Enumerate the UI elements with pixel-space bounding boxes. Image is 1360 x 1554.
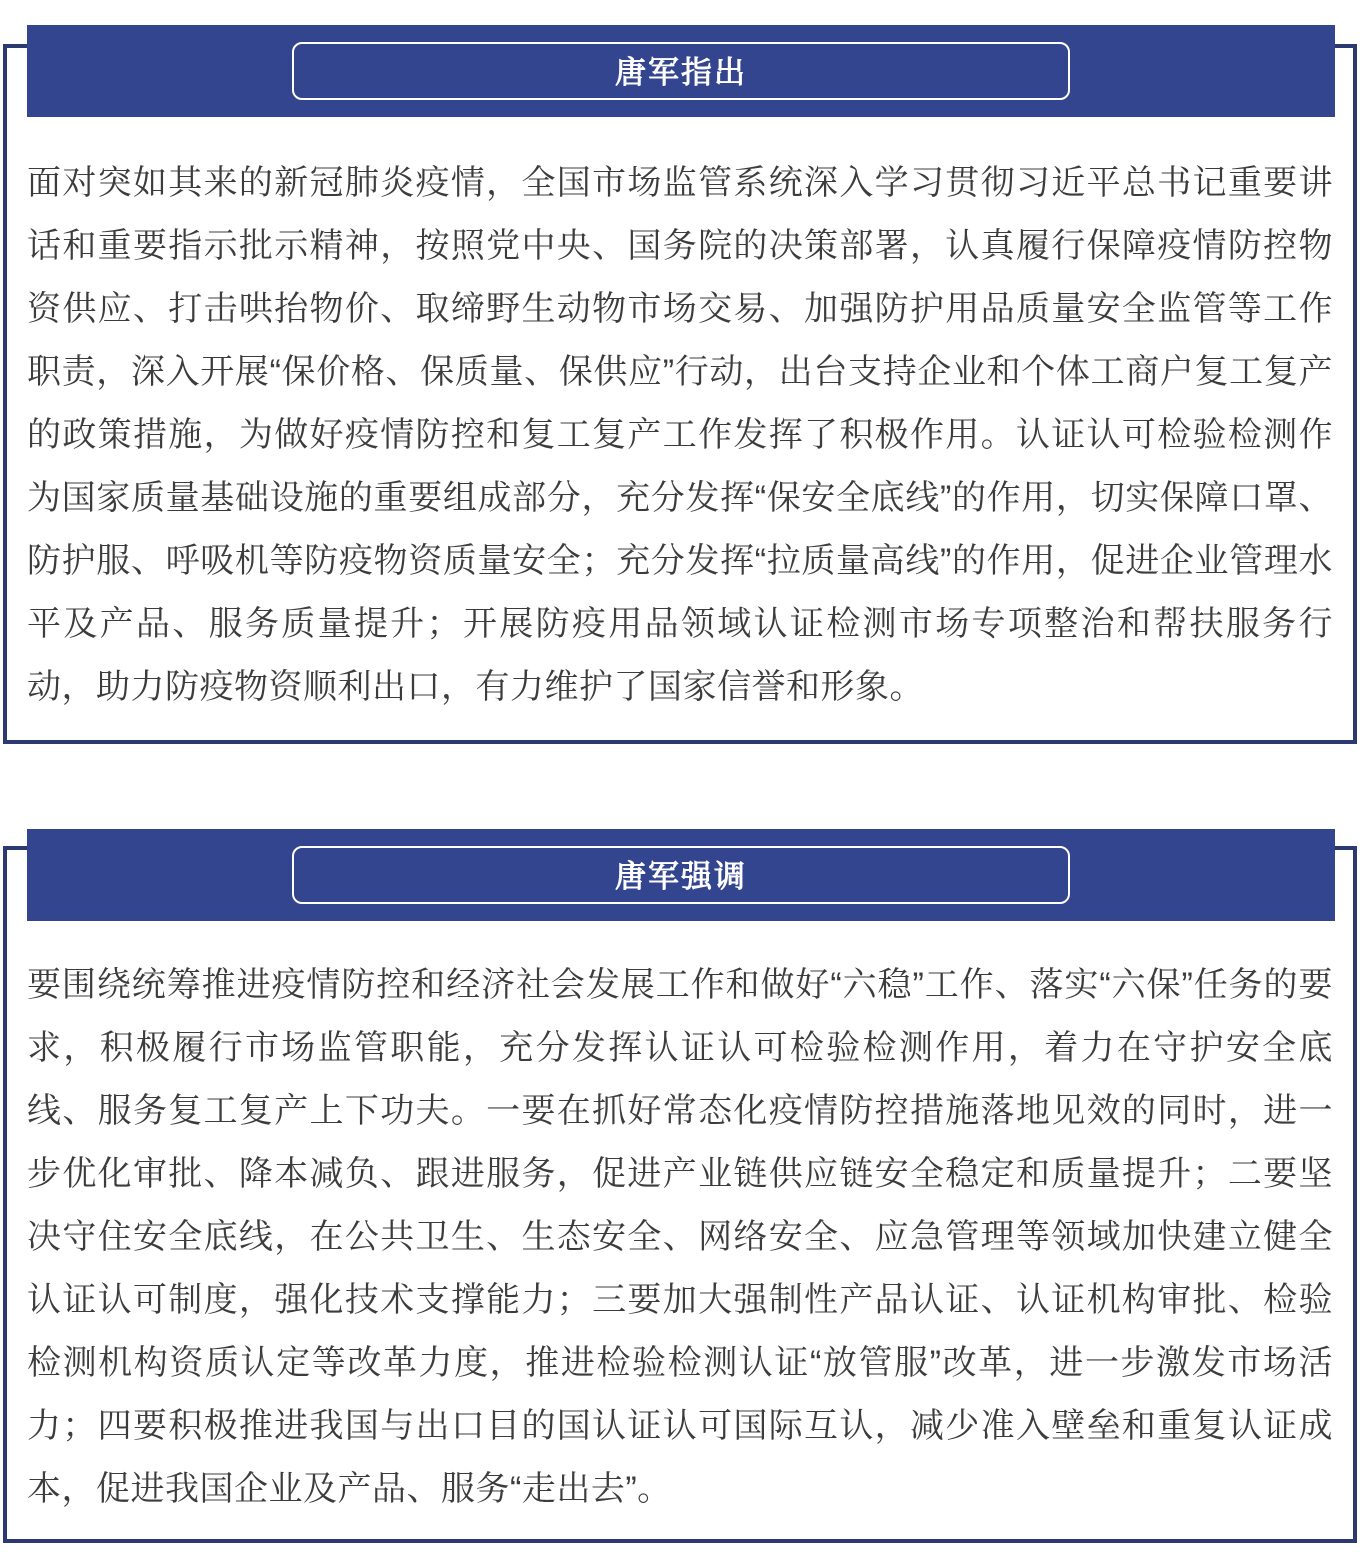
content-panel-tangjun-qiangdiao xyxy=(3,846,1357,1543)
section-title-badge xyxy=(292,846,1070,904)
paragraph-tangjun-zhichu: 面对突如其来的新冠肺炎疫情，全国市场监管系统深入学习贯彻习近平总书记重要讲话和重要指示批示精神，按照党中央、国务院的决策部署，认真履行保障疫情防控物资供应、打击哄抬物价、取缔野生动物市场交易、加强防护用品质量安全监管等工作职责，深入开展“保价格、保质量、保供应”行动，出台支持企业和个体工商户复工复产的政策措施，为做好疫情防控和复工复产工作发挥了积极作用。认证认可检验检测作为国家质量基础设施的重要组成部分，充分发挥“保安全底线”的作用，切实保障口罩、防护服、呼吸机等防疫物资质量安全；充分发挥“拉质量高线”的作用，促进企业管理水平及产品、服务质量提升；开展防疫用品领域认证检测市场专项整治和帮扶服务行动，助力防疫物资顺利出口，有力维护了国家信誉和形象。 xyxy=(27,164,1333,706)
section-title-tangjun-qiangdiao: 唐军强调 xyxy=(615,858,747,894)
section-title-tangjun-zhichu: 唐军指出 xyxy=(615,54,747,90)
paragraph-tangjun-qiangdiao: 要围绕统筹推进疫情防控和经济社会发展工作和做好“六稳”工作、落实“六保”任务的要求，积极履行市场监管职能，充分发挥认证认可检验检测作用，着力在守护安全底线、服务复工复产上下功夫。一要在抓好常态化疫情防控措施落地见效的同时，进一步优化审批、降本减负、跟进服务，促进产业链供应链安全稳定和质量提升；二要坚决守住安全底线，在公共卫生、生态安全、网络安全、应急管理等领域加快建立健全认证认可制度，强化技术支撑能力；三要加大强制性产品认证、认证机构审批、检验检测机构资质认定等改革力度，推进检验检测认证“放管服”改革，进一步激发市场活力；四要积极推进我国与出口目的国认证认可国际互认，减少准入壁垒和重复认证成本，促进我国企业及产品、服务“走出去”。 xyxy=(27,966,1333,1508)
content-panel-tangjun-zhichu xyxy=(3,44,1357,744)
section-title-badge xyxy=(292,42,1070,100)
section-banner-tangjun-zhichu xyxy=(27,25,1335,117)
section-banner-tangjun-qiangdiao xyxy=(27,829,1335,921)
